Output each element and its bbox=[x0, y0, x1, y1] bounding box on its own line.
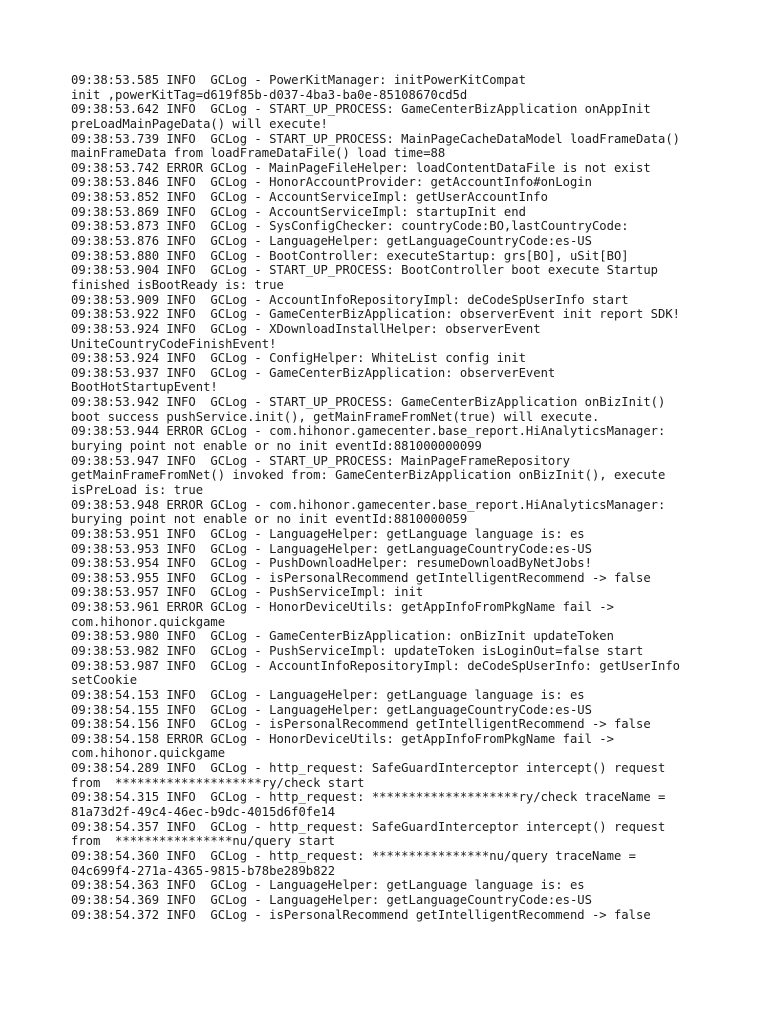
log-line: 09:38:54.153 INFO GCLog - LanguageHelper: getLanguage language is: es bbox=[71, 687, 585, 702]
log-line: 09:38:53.954 INFO GCLog - PushDownloadHelper: resumeDownloadByNetJobs! bbox=[71, 556, 592, 571]
log-line: 09:38:53.951 INFO GCLog - LanguageHelper: getLanguage language is: es bbox=[71, 526, 585, 541]
log-line: 09:38:54.363 INFO GCLog - LanguageHelper: getLanguage language is: es bbox=[71, 878, 585, 893]
log-line: 81a73d2f-49c4-46ec-b9dc-4015d6f0fe14 bbox=[71, 805, 336, 820]
log-line: 09:38:53.942 INFO GCLog - START_UP_PROCESS: GameCenterBizApplication onBizInit() bbox=[71, 395, 666, 410]
log-line: 04c699f4-271a-4365-9815-b78be289b822 bbox=[71, 863, 336, 878]
log-line: from ********************ry/check start bbox=[71, 775, 365, 790]
log-line: 09:38:53.924 INFO GCLog - ConfigHelper: WhiteList config init bbox=[71, 351, 526, 366]
log-line: setCookie bbox=[71, 673, 138, 688]
log-line: 09:38:53.948 ERROR GCLog - com.hihonor.gamecenter.base_report.HiAnalyticsManager: bbox=[71, 497, 666, 512]
log-line: 09:38:53.869 INFO GCLog - AccountServiceImpl: startupInit end bbox=[71, 204, 526, 219]
log-line: 09:38:53.987 INFO GCLog - AccountInfoRepositoryImpl: deCodeSpUserInfo: getUserInfo bbox=[71, 658, 681, 673]
log-line: burying point not enable or no init eventId:881000000099 bbox=[71, 439, 482, 454]
log-line: 09:38:53.585 INFO GCLog - PowerKitManager: initPowerKitCompat bbox=[71, 73, 526, 87]
log-line: 09:38:53.852 INFO GCLog - AccountServiceImpl: getUserAccountInfo bbox=[71, 190, 548, 205]
log-line: 09:38:54.372 INFO GCLog - isPersonalRecommend getIntelligentRecommend -> false bbox=[71, 907, 651, 922]
log-line: 09:38:53.961 ERROR GCLog - HonorDeviceUtils: getAppInfoFromPkgName fail -> bbox=[71, 600, 614, 615]
log-line: 09:38:53.924 INFO GCLog - XDownloadInstallHelper: observerEvent bbox=[71, 321, 541, 336]
log-line: burying point not enable or no init eventId:8810000059 bbox=[71, 512, 468, 527]
log-line: 09:38:53.922 INFO GCLog - GameCenterBizApplication: observerEvent init report SDK! bbox=[71, 307, 681, 322]
log-line: 09:38:54.315 INFO GCLog - http_request: ********************ry/check traceName = bbox=[71, 790, 666, 805]
log-line: getMainFrameFromNet() invoked from: GameCenterBizApplication onBizInit(), execute bbox=[71, 468, 666, 483]
log-line: 09:38:54.156 INFO GCLog - isPersonalRecommend getIntelligentRecommend -> false bbox=[71, 717, 651, 732]
log-line: 09:38:54.357 INFO GCLog - http_request: SafeGuardInterceptor intercept() request bbox=[71, 819, 666, 834]
log-line: from ****************nu/query start bbox=[71, 834, 336, 849]
log-line: 09:38:53.904 INFO GCLog - START_UP_PROCESS: BootController boot execute Startup bbox=[71, 263, 658, 278]
log-line: boot success pushService.init(), getMainFrameFromNet(true) will execute. bbox=[71, 409, 600, 424]
log-line: BootHotStartupEvent! bbox=[71, 380, 218, 395]
log-line: 09:38:54.289 INFO GCLog - http_request: SafeGuardInterceptor intercept() request bbox=[71, 761, 666, 776]
log-line: 09:38:53.880 INFO GCLog - BootController: executeStartup: grs[BO], uSit[BO] bbox=[71, 248, 629, 263]
log-line: 09:38:53.957 INFO GCLog - PushServiceImpl: init bbox=[71, 585, 424, 600]
log-line: 09:38:53.955 INFO GCLog - isPersonalRecommend getIntelligentRecommend -> false bbox=[71, 570, 651, 585]
log-line: preLoadMainPageData() will execute! bbox=[71, 116, 328, 131]
log-line: 09:38:54.155 INFO GCLog - LanguageHelper: getLanguageCountryCode:es-US bbox=[71, 702, 592, 717]
log-line: 09:38:53.642 INFO GCLog - START_UP_PROCESS: GameCenterBizApplication onAppInit bbox=[71, 102, 651, 117]
log-line: 09:38:53.846 INFO GCLog - HonorAccountProvider: getAccountInfo#onLogin bbox=[71, 175, 592, 190]
log-line: mainFrameData from loadFrameDataFile() load time=88 bbox=[71, 146, 446, 161]
log-line: isPreLoad is: true bbox=[71, 482, 204, 497]
log-text-block bbox=[71, 73, 731, 922]
log-line: 09:38:53.742 ERROR GCLog - MainPageFileHelper: loadContentDataFile is not exist bbox=[71, 160, 651, 175]
log-line: init ,powerKitTag=d619f85b-d037-4ba3-ba0e-85108670cd5d bbox=[71, 87, 468, 102]
log-line: 09:38:54.360 INFO GCLog - http_request: ****************nu/query traceName = bbox=[71, 848, 636, 863]
log-line: 09:38:53.873 INFO GCLog - SysConfigChecker: countryCode:BO,lastCountryCode: bbox=[71, 219, 629, 234]
log-line: UniteCountryCodeFinishEvent! bbox=[71, 336, 277, 351]
log-line: 09:38:53.947 INFO GCLog - START_UP_PROCESS: MainPageFrameRepository bbox=[71, 453, 570, 468]
log-line: 09:38:53.909 INFO GCLog - AccountInfoRepositoryImpl: deCodeSpUserInfo start bbox=[71, 292, 629, 307]
log-line: 09:38:53.937 INFO GCLog - GameCenterBizApplication: observerEvent bbox=[71, 365, 556, 380]
log-line: com.hihonor.quickgame bbox=[71, 746, 226, 761]
log-line: 09:38:53.944 ERROR GCLog - com.hihonor.gamecenter.base_report.HiAnalyticsManager: bbox=[71, 424, 666, 439]
log-line: 09:38:53.876 INFO GCLog - LanguageHelper: getLanguageCountryCode:es-US bbox=[71, 234, 592, 249]
log-line: 09:38:53.739 INFO GCLog - START_UP_PROCESS: MainPageCacheDataModel loadFrameData() bbox=[71, 131, 681, 146]
log-line: 09:38:54.369 INFO GCLog - LanguageHelper: getLanguageCountryCode:es-US bbox=[71, 892, 592, 907]
log-line: 09:38:53.982 INFO GCLog - PushServiceImpl: updateToken isLoginOut=false start bbox=[71, 643, 644, 658]
log-line: 09:38:54.158 ERROR GCLog - HonorDeviceUtils: getAppInfoFromPkgName fail -> bbox=[71, 731, 614, 746]
log-line: 09:38:53.980 INFO GCLog - GameCenterBizApplication: onBizInit updateToken bbox=[71, 629, 614, 644]
log-line: com.hihonor.quickgame bbox=[71, 614, 226, 629]
log-line: finished isBootReady is: true bbox=[71, 277, 284, 292]
log-line: 09:38:53.953 INFO GCLog - LanguageHelper: getLanguageCountryCode:es-US bbox=[71, 541, 592, 556]
